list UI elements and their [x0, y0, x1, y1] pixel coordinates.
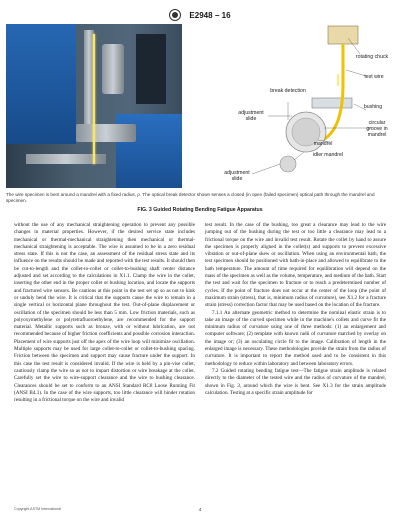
label-adjustment-slide-bottom: adjustment slide: [224, 170, 250, 182]
label-idler-mandrel: idler mandrel: [313, 152, 343, 158]
right-column: [205, 222, 386, 397]
apparatus-schematic: [188, 24, 394, 188]
document-id: E2948 − 16: [189, 10, 231, 20]
bushing-shape: [312, 98, 352, 108]
label-mandrel: mandrel: [313, 141, 333, 147]
label-circular-groove: circular groove in mandrel: [366, 120, 388, 138]
label-bushing: bushing: [363, 104, 383, 110]
right-paragraph-1: test result. In the case of the bushing, too great a clearance may lead to the wire jumping out of the bushing during the test or too little a clearance may lead to a frictional torque on the wire and invalid test result. Rotate the collet by hand to assure the specimen is properly aligned in the collet(s) and supports to prevent excessive vibration or out-of-plane skew or oscillation. When using an environmental bath, the test specimen should be positioned with bath-in-place and allowed to equilibrate to the bath temperature. The amount of time required for equilibration will depend on the mass of the specimen as well as the volume, temperature, and medium of the bath. Start the test and wait for the specimen to fracture or to reach a predetermined number of cycles. If the point of fracture does not occur at the center of the loop (the point of maximum strain (stress), that is, minimum radius of curvature), see X1.2 for a fracture strain (stress) correction factor that may be used based on the location of the fracture.: [205, 222, 386, 309]
label-rotating-chuck: rotating chuck: [355, 54, 389, 60]
astm-logo-icon: [169, 9, 181, 21]
label-test-wire: test wire: [364, 74, 384, 80]
label-break-detection: break detection: [270, 88, 306, 94]
figure-3: [6, 24, 394, 188]
left-paragraph: without the use of any mechanical straightening operation to prevent any possible changes in material properties. However, if the desired service state includes mechanical or thermal-mechanical straightening then mechanical or thermal-mechanical straightening is acceptable. The wire is assumed to be in a zero residual stress state. If this is not the case, an assessment of the residual stress state and its influence on the results should be made and reported with the test results. It should then be cut-to-length and the collet-to-collet or collet-to-bushing shaft center distance adjusted and set according to the calculations in X1.1. Clamp the wire in the collet, inserting the other end in the proper collet or bushing location, and locate the supports and fractured wire sensors. Be cautions at this point in the test set up so as not to kink or unduly bend the wire. It is critical that the supports cause the wire to remain in a single vertical or horizontal plane throughout the test. Out-of-plane displacement or oscillation of the specimen should be less than 5 mm. Low friction materials, such as polyoxymethylene or polytetrafluoroethylene, are recommended for the support material. Metallic supports such as bronze, with or without lubrication, are not recommended because of higher friction coefficients and possible corrosion interaction. Placement of wire supports just off the apex of the wire loop will minimize oscillation. Multiple supports may be used for large collet-to-collet or collet-to-bushing spacing. Friction between the specimen and support may cause fracture under the support. In this case the test result is considered invalid. If the wire is held by a pin-vise collet, cautiously clamp the wire so as not to impart distortion or wire breakage at the collet. Carefully set the wire to wire-support clearance and the wire to bushing clearance. Clearances should be set to conform to an ANSI Standard RC8 Loose Running Fit (ANSI B4.1). In the case of the wire supports, too little clearance will hinder rotation resulting in a frictional torque on the wire and invalid: [14, 222, 195, 404]
wire-highlight: [93, 34, 95, 164]
label-adjustment-slide-top: adjustment slide: [238, 110, 264, 122]
page-number: 4: [198, 507, 202, 512]
right-paragraph-2: 7.1.1 An alternate geometric method to determine the nominal elastic strain is to take an image of the curved specimen while in the machine's collets and curve fit the minimum radius of curvature using one of three methods: (1) an enlargement and computer software; (2) template with known radii of curvature matched by overlay on the image or; (3) an osculating circle fit to the image. Calibration of length in the enlarged image is necessary. These methodologies provide the strain from the radius of curvature. It is important to report the method used and to be consistent in this methodology to reduce within laboratory and between laboratory errors.: [205, 309, 386, 367]
rotating-chuck-shape: [328, 26, 358, 44]
apparatus-photo: [6, 24, 182, 188]
copyright-footer: Copyright ASTM International: [14, 507, 61, 511]
right-paragraph-3: 7.2 Guided rotating bending fatigue test—The fatigue strain amplitude is related directly to the diameter of the tested wire and the radius of curvature of the mandrel, shown in Fig. 3, around which the wire is bent. See X1.3 for the strain amplitude calculation. Testing at a specific strain amplitude for: [205, 367, 386, 396]
page-header: [0, 6, 400, 24]
idler-mandrel-shape: [280, 156, 296, 172]
figure-caption: The wire specimen is bent around a mandrel with a fixed radius, ρ. The optical break detector shown senses a closed (in open (failed specimen) optical path through the mandrel and specimen.: [6, 192, 375, 203]
left-column: [14, 222, 195, 404]
figure-title: FIG. 3 Guided Rotating Bending Fatigue Apparatus: [137, 207, 263, 213]
